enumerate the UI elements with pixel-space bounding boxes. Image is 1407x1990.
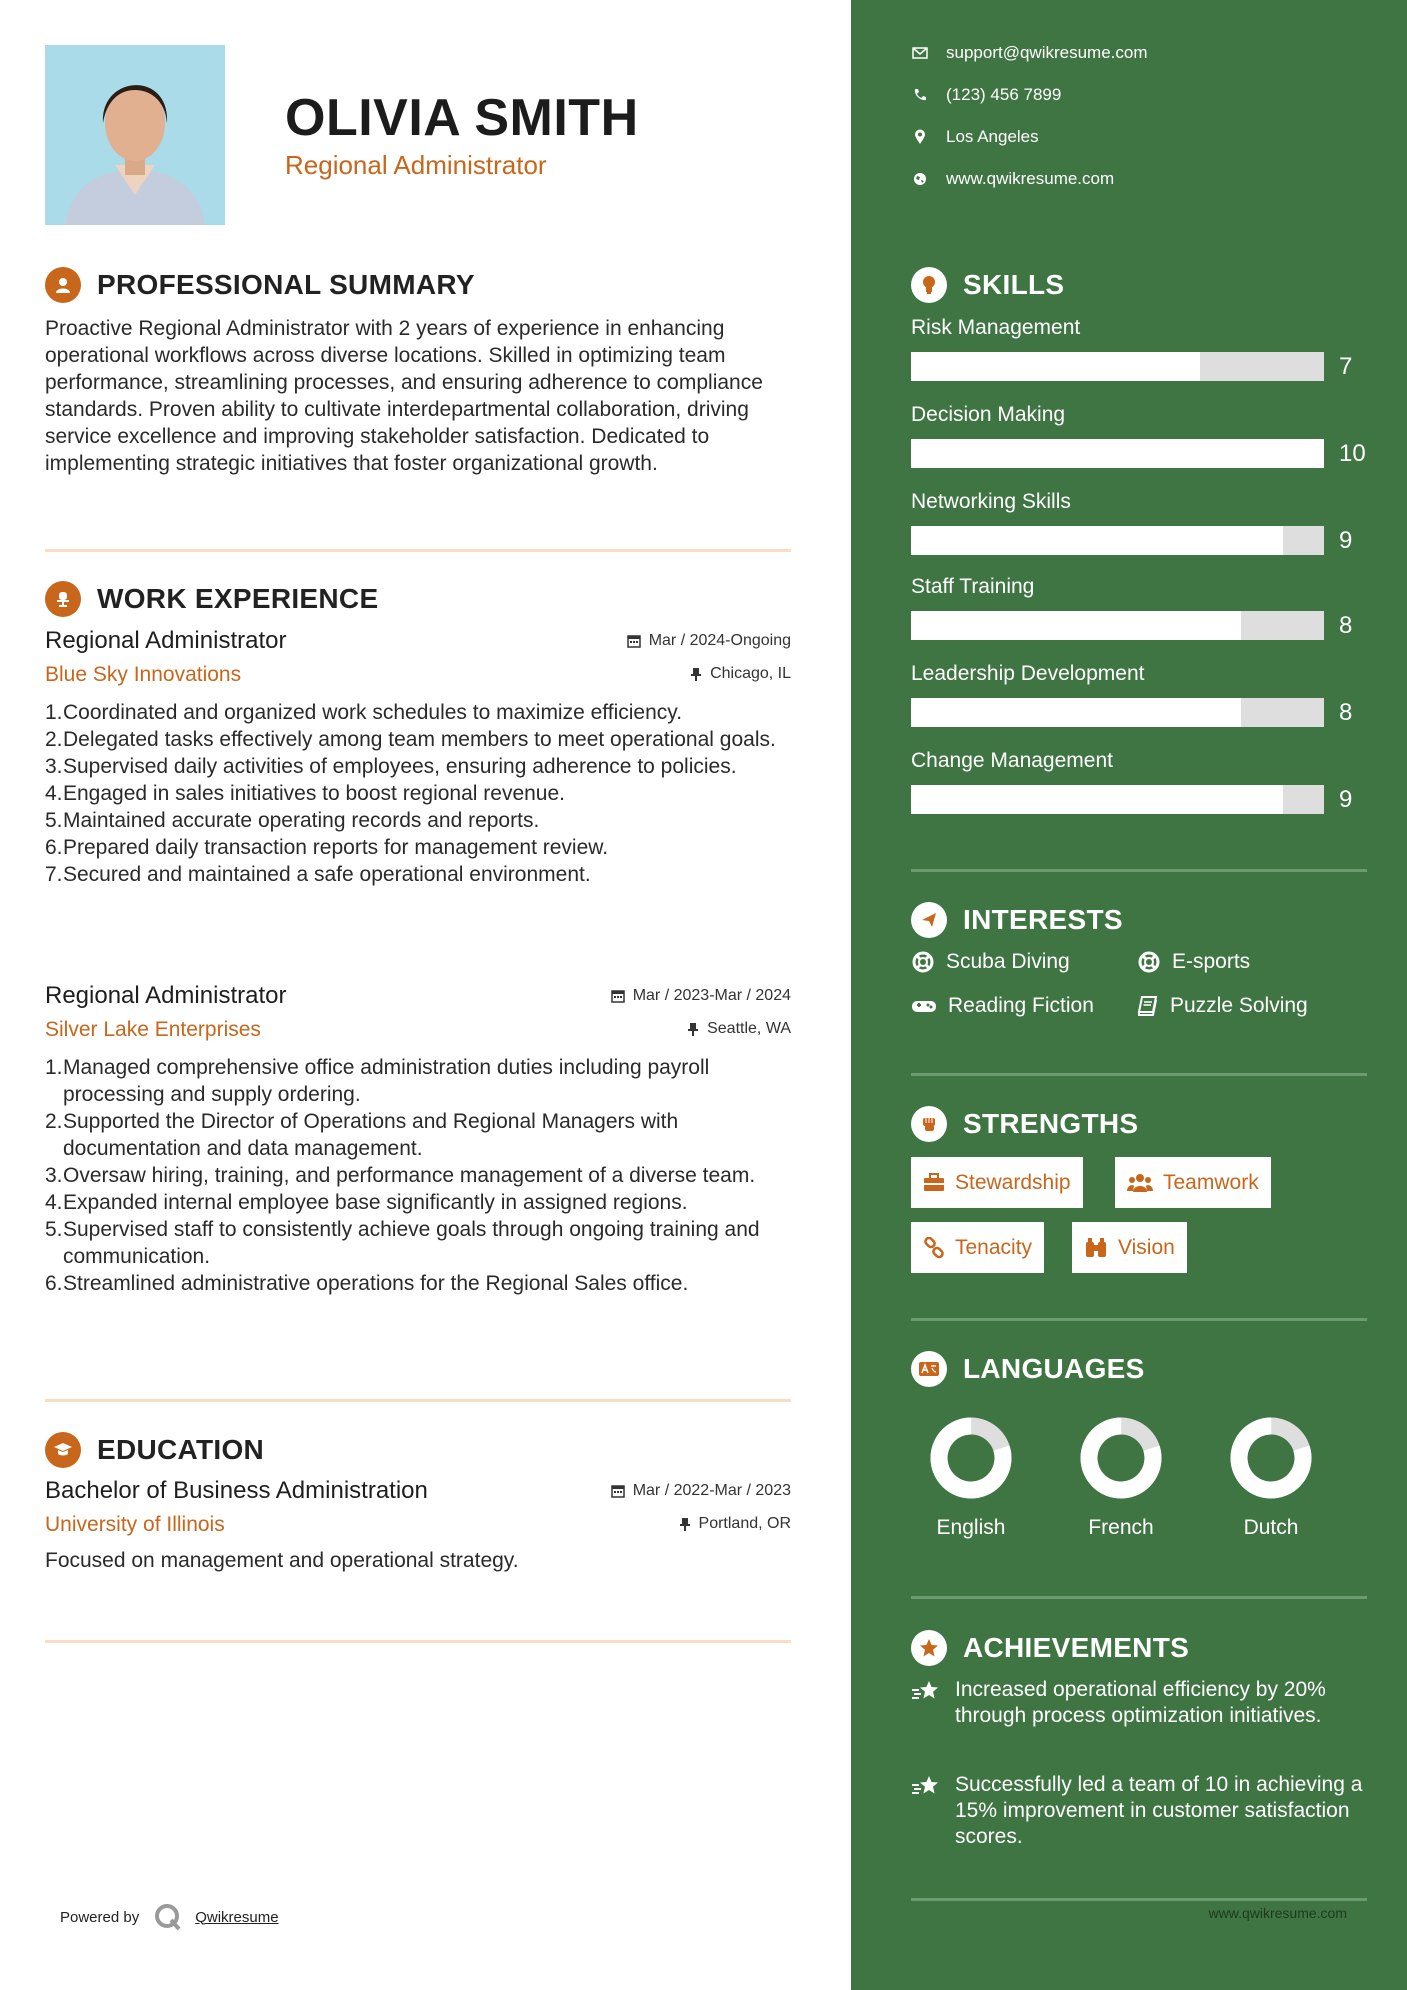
translate-icon xyxy=(911,1351,947,1387)
job-date: Mar / 2023-Mar / 2024 xyxy=(611,987,791,1005)
qwikresume-logo-icon xyxy=(153,1902,183,1932)
briefcase-chair-icon xyxy=(45,581,81,617)
job-title: Regional Administrator xyxy=(45,982,287,1009)
list-item: 2. Delegated tasks effectively among team members to meet operational goals. xyxy=(45,728,776,751)
summary-section xyxy=(45,265,791,477)
skill-item xyxy=(911,316,1367,381)
lightbulb-icon xyxy=(911,267,947,303)
user-icon xyxy=(45,267,81,303)
skill-item xyxy=(911,575,1367,640)
job-title: Regional Administrator xyxy=(45,627,287,654)
skill-name: Risk Management xyxy=(911,316,1081,339)
pin-icon xyxy=(679,1517,691,1531)
strength-badge: Stewardship xyxy=(911,1157,1083,1208)
list-item: 6. Streamlined administrative operations for the Regional Sales office. xyxy=(45,1272,689,1295)
skill-bar xyxy=(911,439,1324,468)
language-item xyxy=(1061,1413,1181,1540)
education-text: Focused on management and operational strategy. xyxy=(45,1549,519,1572)
star-badge-icon xyxy=(911,1630,947,1666)
strength-badge: Tenacity xyxy=(911,1222,1044,1273)
lifebuoy-icon xyxy=(1137,950,1161,974)
work-title: WORK EXPERIENCE xyxy=(97,583,379,614)
candidate-role: Regional Administrator xyxy=(285,150,547,180)
skill-name: Decision Making xyxy=(911,403,1066,426)
strength-badge: Vision xyxy=(1072,1222,1187,1273)
interest-item: Puzzle Solving xyxy=(1137,994,1308,1018)
summary-title: PROFESSIONAL SUMMARY xyxy=(97,269,475,300)
graduation-icon xyxy=(45,1432,81,1468)
skill-item xyxy=(911,403,1367,468)
language-item xyxy=(1211,1413,1331,1540)
qwikresume-link[interactable]: Qwikresume xyxy=(195,1908,279,1926)
language-name: English xyxy=(936,1516,1006,1539)
list-item: 4. Engaged in sales initiatives to boost regional revenue. xyxy=(45,782,565,805)
binoculars-icon xyxy=(1084,1237,1108,1259)
interests-section xyxy=(911,900,1367,940)
divider xyxy=(911,1596,1367,1599)
divider xyxy=(911,869,1367,872)
achievements-section xyxy=(911,1628,1367,1668)
list-item: 3. Supervised daily activities of employees, ensuring adherence to policies. xyxy=(45,755,737,778)
job-entry xyxy=(45,627,791,888)
job-location: Seattle, WA xyxy=(687,1020,791,1038)
list-item: 4. Expanded internal employee base significantly in assigned regions. xyxy=(45,1191,688,1214)
interests-title: INTERESTS xyxy=(963,904,1123,935)
skill-item xyxy=(911,749,1367,814)
phone-icon xyxy=(913,88,927,102)
calendar-icon xyxy=(627,634,641,648)
pin-icon xyxy=(687,1022,699,1036)
job-location: Chicago, IL xyxy=(690,665,791,683)
skill-name: Change Management xyxy=(911,749,1113,772)
education-section xyxy=(45,1430,791,1470)
list-item: 1. Coordinated and organized work schedules to maximize efficiency. xyxy=(45,701,683,724)
skill-bar-fill xyxy=(911,439,1324,468)
languages-section xyxy=(911,1349,1367,1389)
sidebar xyxy=(851,0,1407,1990)
education-date: Mar / 2022-Mar / 2023 xyxy=(611,1482,791,1500)
skills-section xyxy=(911,265,1367,305)
skill-value: 10 xyxy=(1339,439,1366,467)
divider xyxy=(911,1898,1367,1901)
fist-icon xyxy=(911,1106,947,1142)
job-entry xyxy=(45,982,791,1297)
skill-value: 9 xyxy=(1339,526,1353,554)
skill-item xyxy=(911,662,1367,727)
degree: Bachelor of Business Administration xyxy=(45,1477,428,1504)
shooting-star-icon xyxy=(911,1774,941,1800)
list-item: 3. Oversaw hiring, training, and performance management of a diverse team. xyxy=(45,1164,756,1187)
candidate-name: OLIVIA SMITH xyxy=(285,89,639,147)
powered-by: Powered by Qwikresume xyxy=(60,1902,279,1932)
profile-photo xyxy=(45,45,225,225)
footer-url[interactable]: www.qwikresume.com xyxy=(1208,1905,1347,1921)
interest-item: Scuba Diving xyxy=(911,950,1070,974)
languages-title: LANGUAGES xyxy=(963,1353,1145,1384)
list-item: 5. Supervised staff to consistently achieve goals through ongoing training and communication. xyxy=(45,1218,760,1268)
contact-phone[interactable]: (123) 456 7899 xyxy=(911,85,1061,105)
contact-email[interactable]: support@qwikresume.com xyxy=(911,43,1148,63)
skill-bar xyxy=(911,352,1324,381)
skill-value: 8 xyxy=(1339,611,1353,639)
briefcase-icon xyxy=(923,1173,945,1193)
strengths-title: STRENGTHS xyxy=(963,1108,1139,1139)
language-donut xyxy=(1061,1413,1181,1503)
divider xyxy=(911,1073,1367,1076)
job-bullets xyxy=(45,699,791,888)
divider xyxy=(45,1640,791,1643)
envelope-icon xyxy=(912,47,928,59)
language-donut xyxy=(1211,1413,1331,1503)
skill-bar-fill xyxy=(911,785,1283,814)
users-icon xyxy=(1127,1173,1153,1193)
lifebuoy-icon xyxy=(911,950,935,974)
paper-plane-icon xyxy=(911,902,947,938)
divider xyxy=(45,1399,791,1402)
job-bullets xyxy=(45,1054,791,1297)
skill-value: 7 xyxy=(1339,352,1353,380)
skills-title: SKILLS xyxy=(963,269,1065,300)
portrait-image xyxy=(45,45,225,225)
skill-value: 9 xyxy=(1339,785,1353,813)
education-title: EDUCATION xyxy=(97,1434,265,1465)
list-item: 1. Managed comprehensive office administration duties including payroll processing and supply ordering. xyxy=(45,1056,710,1106)
education-location: Portland, OR xyxy=(679,1515,791,1533)
link-icon xyxy=(923,1237,945,1259)
shooting-star-icon xyxy=(911,1679,941,1705)
education-entry xyxy=(45,1477,791,1574)
skill-bar-fill xyxy=(911,526,1283,555)
pin-icon xyxy=(690,667,702,681)
globe-icon xyxy=(913,172,927,186)
map-pin-icon xyxy=(914,129,926,145)
work-section xyxy=(45,579,791,619)
language-name: Dutch xyxy=(1243,1516,1299,1539)
list-item: 5. Maintained accurate operating records and reports. xyxy=(45,809,540,832)
language-donut xyxy=(911,1413,1031,1503)
strength-badge: Teamwork xyxy=(1115,1157,1271,1208)
job-company: Silver Lake Enterprises xyxy=(45,1018,261,1041)
strengths-section xyxy=(911,1104,1367,1144)
interest-item: E-sports xyxy=(1137,950,1250,974)
contact-website[interactable]: www.qwikresume.com xyxy=(911,169,1114,189)
skill-bar-fill xyxy=(911,698,1241,727)
job-company: Blue Sky Innovations xyxy=(45,663,242,686)
skill-name: Staff Training xyxy=(911,575,1035,598)
school: University of Illinois xyxy=(45,1513,225,1536)
book-icon xyxy=(1137,995,1159,1017)
gamepad-icon xyxy=(911,996,937,1016)
interest-item: Reading Fiction xyxy=(911,994,1094,1018)
skill-value: 8 xyxy=(1339,698,1353,726)
achievement-item: Successfully led a team of 10 in achieving a 15% improvement in customer satisfaction scores. xyxy=(911,1772,1367,1850)
list-item: 6. Prepared daily transaction reports for management review. xyxy=(45,836,609,859)
contact-location: Los Angeles xyxy=(911,127,1039,147)
skill-bar-fill xyxy=(911,611,1241,640)
language-item xyxy=(911,1413,1031,1540)
skill-bar-fill xyxy=(911,352,1200,381)
achievements-title: ACHIEVEMENTS xyxy=(963,1632,1190,1663)
summary-text: Proactive Regional Administrator with 2 years of experience in enhancing operational workflows across diverse locations. Skilled in optimizing team performance, streamlining processes, and ensuring adherence to compliance standards. Proven ability to cultivate interdepartmental collaboration, driving service excellence and improving stakeholder satisfaction. Dedicated to implementing strategic initiatives that foster organizational growth. xyxy=(45,317,763,475)
achievement-item: Increased operational efficiency by 20% through process optimization initiatives. xyxy=(911,1677,1367,1729)
skill-name: Leadership Development xyxy=(911,662,1145,685)
divider xyxy=(911,1318,1367,1321)
skill-bar xyxy=(911,526,1324,555)
skill-bar xyxy=(911,611,1324,640)
skill-bar xyxy=(911,698,1324,727)
skill-item xyxy=(911,490,1367,555)
list-item: 7. Secured and maintained a safe operational environment. xyxy=(45,863,591,886)
job-date: Mar / 2024-Ongoing xyxy=(627,632,791,650)
language-name: French xyxy=(1088,1516,1154,1539)
calendar-icon xyxy=(611,1484,625,1498)
divider xyxy=(45,549,791,552)
calendar-icon xyxy=(611,989,625,1003)
skill-bar xyxy=(911,785,1324,814)
skill-name: Networking Skills xyxy=(911,490,1071,513)
list-item: 2. Supported the Director of Operations and Regional Managers with documentation and data management. xyxy=(45,1110,679,1160)
